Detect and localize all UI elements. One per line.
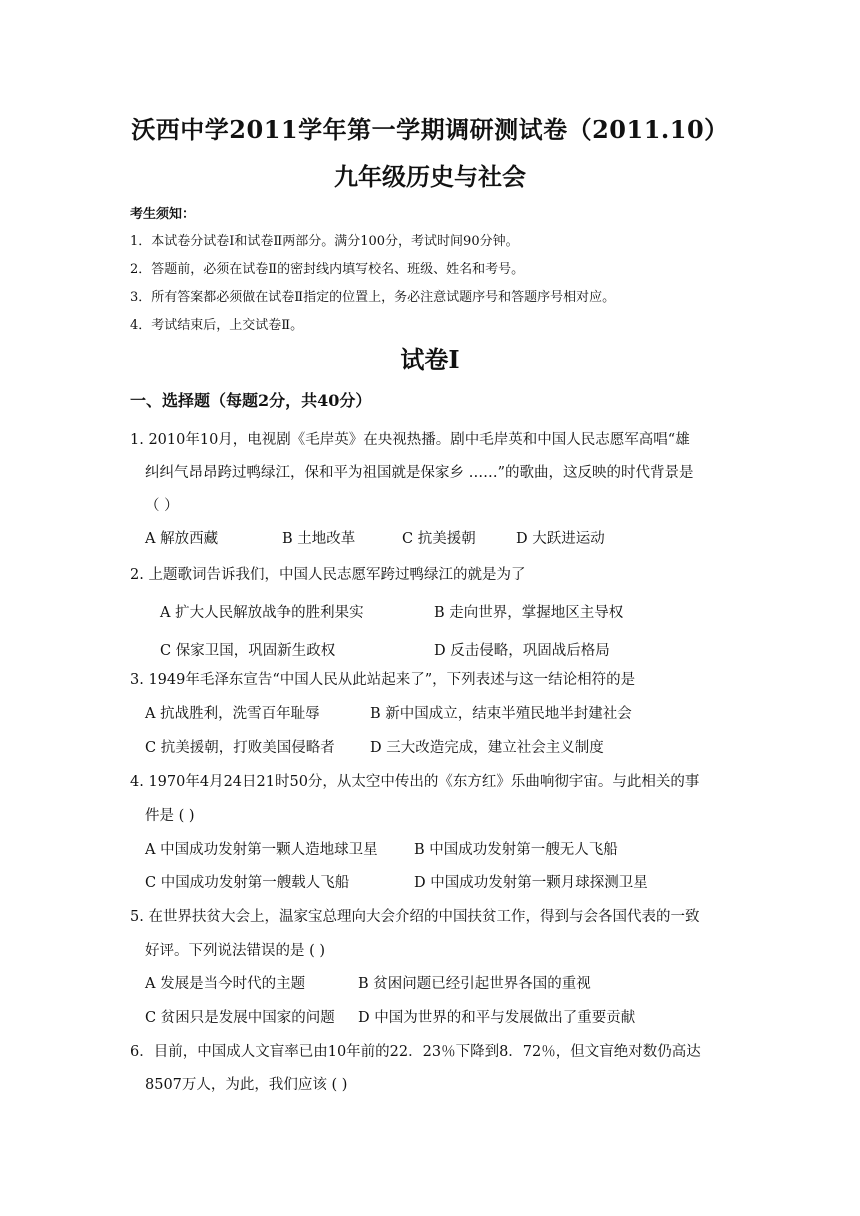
section-title: 一、选择题（每题2分，共40分） [130,391,372,410]
option-c: C 保家卫国，巩固新生政权 [160,643,336,659]
option-a: A 抗战胜利，洗雪百年耻辱 [145,706,320,722]
exam-subject: 九年级历史与社会 [334,162,526,191]
option-d: D 三大改造完成，建立社会主义制度 [370,740,604,756]
question-text: 好评。下列说法错误的是 ( ) [145,943,326,959]
notice-heading: 考生须知： [130,207,196,222]
notice-item: 1．本试卷分试卷Ⅰ和试卷Ⅱ两部分。满分100分，考试时间90分钟。 [130,234,519,249]
option-d: D 反击侵略，巩固战后格局 [434,643,610,659]
option-d: D 中国成功发射第一颗月球探测卫星 [414,875,648,891]
option-b: B 新中国成立，结束半殖民地半封建社会 [370,706,632,722]
option-b: B 贫困问题已经引起世界各国的重视 [358,976,591,992]
answer-blank: （ ） [145,498,179,514]
option-a: A 解放西藏 [145,531,219,547]
question-text: 纠纠气昂昂跨过鸭绿江，保和平为祖国就是保家乡 ……”的歌曲，这反映的时代背景是 [145,465,694,481]
question-text: 8507万人，为此，我们应该 ( ) [145,1077,348,1093]
option-a: A 中国成功发射第一颗人造地球卫星 [145,842,378,858]
question-text: 4. 1970年4月24日21时50分，从太空中传出的《东方红》乐曲响彻宇宙。与此相关的事 [130,774,700,790]
option-b: B 土地改革 [282,531,356,547]
question-text: 2. 上题歌词告诉我们，中国人民志愿军跨过鸭绿江的就是为了 [130,567,526,583]
option-a: A 扩大人民解放战争的胜利果实 [160,605,364,621]
option-c: C 抗美援朝，打败美国侵略者 [145,740,335,756]
notice-item: 3．所有答案都必须做在试卷Ⅱ指定的位置上，务必注意试题序号和答题序号相对应。 [130,290,616,305]
option-c: C 抗美援朝 [402,531,476,547]
question-text: 3. 1949年毛泽东宣告“中国人民从此站起来了”，下列表述与这一结论相符的是 [130,672,636,688]
question-text: 1. 2010年10月，电视剧《毛岸英》在央视热播。剧中毛岸英和中国人民志愿军高唱“雄 [130,432,690,448]
option-b: B 中国成功发射第一艘无人飞船 [414,842,618,858]
notice-item: 2．答题前，必须在试卷Ⅱ的密封线内填写校名、班级、姓名和考号。 [130,262,525,277]
option-a: A 发展是当今时代的主题 [145,976,306,992]
paper-title: 试卷Ⅰ [400,345,460,374]
option-d: D 中国为世界的和平与发展做出了重要贡献 [358,1010,636,1026]
option-c: C 中国成功发射第一艘载人飞船 [145,875,350,891]
option-d: D 大跃进运动 [516,531,605,547]
question-text: 5. 在世界扶贫大会上，温家宝总理向大会介绍的中国扶贫工作，得到与会各国代表的一致 [130,909,700,925]
question-text: 件是 ( ) [145,808,195,824]
option-b: B 走向世界，掌握地区主导权 [434,605,624,621]
notice-item: 4．考试结束后，上交试卷Ⅱ。 [130,318,304,333]
question-text: 6．目前，中国成人文盲率已由10年前的22．23％下降到8．72％，但文盲绝对数仍高达 [130,1044,701,1060]
option-c: C 贫困只是发展中国家的问题 [145,1010,335,1026]
exam-title: 沃西中学2011学年第一学期调研测试卷（2011.10） [131,115,729,144]
